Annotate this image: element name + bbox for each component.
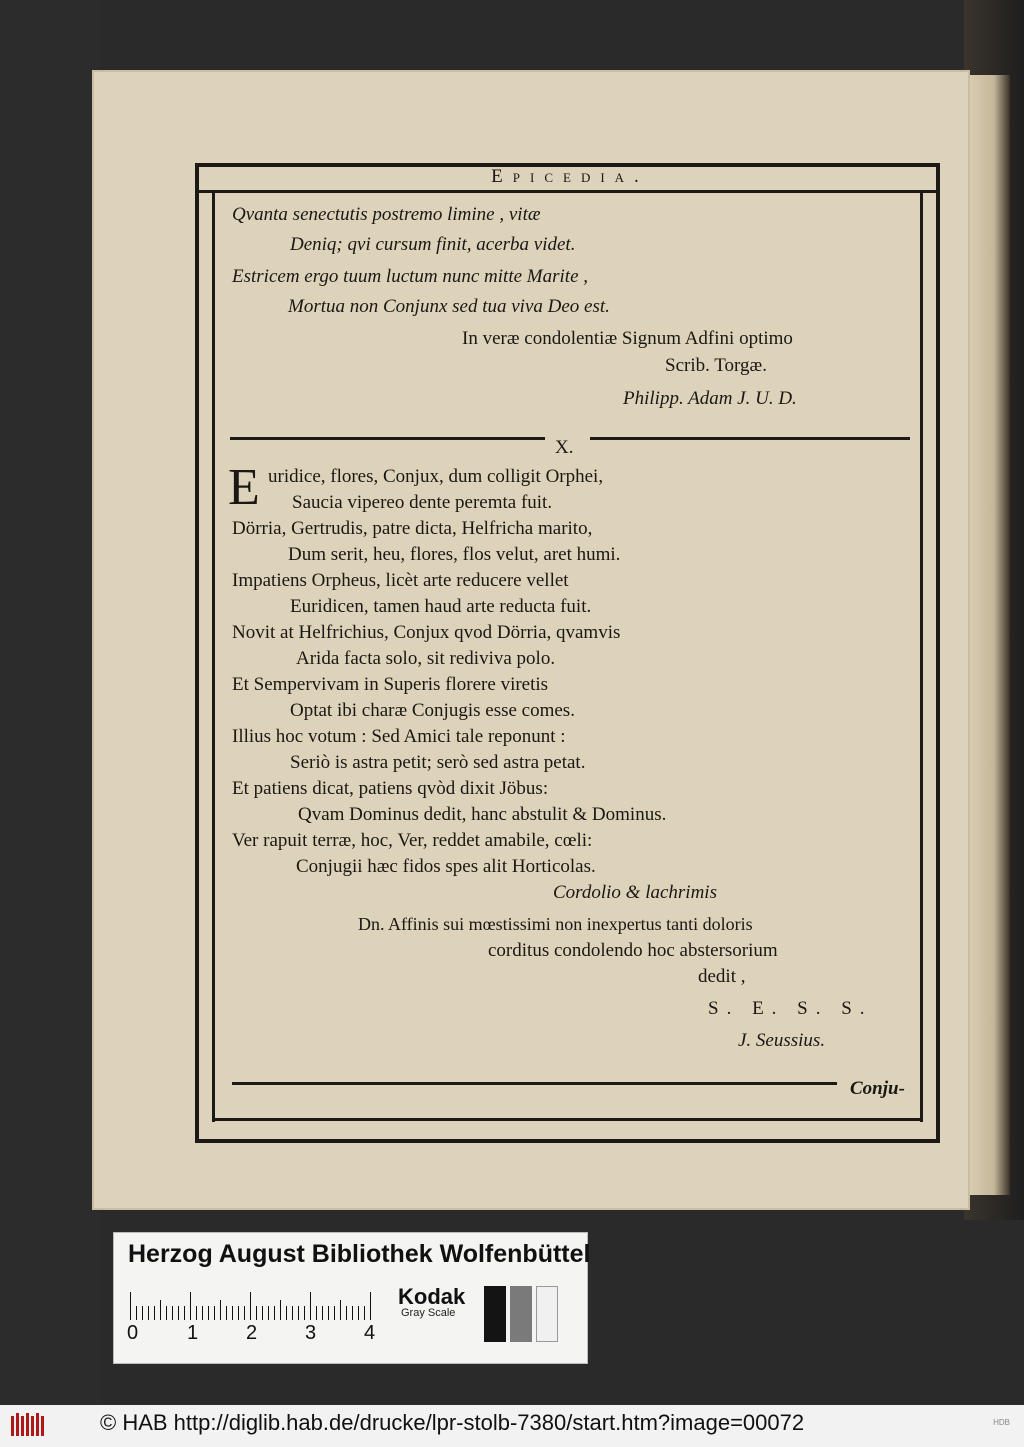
scale-number: 3: [305, 1322, 317, 1344]
ruler-tick: [130, 1292, 131, 1320]
section-rule-left: [230, 437, 545, 440]
poem-line: Deniq; qvi cursum finit, acerba videt.: [290, 234, 576, 255]
ruler-tick: [238, 1306, 239, 1320]
signature: J. Seussius.: [738, 1030, 826, 1051]
ruler-tick: [148, 1306, 149, 1320]
footer-rule: [232, 1082, 837, 1085]
ruler-tick: [244, 1306, 245, 1320]
ruler-tick: [142, 1306, 143, 1320]
gray-swatch-mid: [510, 1286, 532, 1342]
poem-line: Optat ibi charæ Conjugis esse comes.: [290, 700, 575, 721]
scale-number: 2: [246, 1322, 258, 1344]
kodak-logo: Kodak: [398, 1284, 466, 1309]
gray-scale-label: Gray Scale: [401, 1307, 456, 1319]
ruler-tick: [262, 1306, 263, 1320]
ruler-tick: [178, 1306, 179, 1320]
ruler-tick: [214, 1306, 215, 1320]
section-rule-right: [590, 437, 910, 440]
scale-number: 0: [127, 1322, 139, 1344]
ruler-tick: [280, 1300, 281, 1320]
ruler-tick: [304, 1306, 305, 1320]
ruler-tick: [196, 1306, 197, 1320]
footer-mark: HDB: [993, 1418, 1010, 1427]
poem-line: Estricem ergo tuum luctum nunc mitte Marite ,: [232, 266, 589, 287]
poem-line: Seriò is astra petit; serò sed astra petat.: [290, 752, 586, 773]
ruler-tick: [316, 1306, 317, 1320]
initials: S. E. S. S.: [708, 998, 873, 1019]
poem-line: Dörria, Gertrudis, patre dicta, Helfricha marito,: [232, 518, 593, 539]
ruler-tick: [352, 1306, 353, 1320]
ruler-tick: [358, 1306, 359, 1320]
dedication-line: Scrib. Torgæ.: [665, 355, 767, 376]
footer-credit-link[interactable]: © HAB http://diglib.hab.de/drucke/lpr-stolb-7380/start.htm?image=00072: [100, 1410, 805, 1435]
dedication-line: Dn. Affinis sui mœstissimi non inexpertus tanti doloris: [358, 914, 753, 934]
ruler-tick: [364, 1306, 365, 1320]
ruler-tick: [154, 1306, 155, 1320]
poem-line: Qvam Dominus dedit, hanc abstulit & Dominus.: [298, 804, 667, 825]
gray-swatch-white: [536, 1286, 558, 1342]
ruler-tick: [286, 1306, 287, 1320]
ruler-tick: [346, 1306, 347, 1320]
poem-line: Qvanta senectutis postremo limine , vitæ: [232, 204, 541, 225]
ruler-tick: [322, 1306, 323, 1320]
ruler-tick: [160, 1300, 161, 1320]
ruler-tick: [310, 1292, 311, 1320]
running-title: Epicedia.: [491, 166, 649, 187]
ruler-tick: [250, 1292, 251, 1320]
scale-number: 1: [187, 1322, 199, 1344]
drop-cap: E: [228, 459, 260, 516]
ruler-tick: [328, 1306, 329, 1320]
ruler-tick: [298, 1306, 299, 1320]
dedication-line: corditus condolendo hoc abstersorium: [488, 940, 778, 961]
catchword: Conju-: [850, 1078, 905, 1099]
poem-line: Et Sempervivam in Superis florere viretis: [232, 674, 549, 695]
scale-number: 4: [364, 1322, 376, 1344]
ruler-tick: [172, 1306, 173, 1320]
poem-line: Mortua non Conjunx sed tua viva Deo est.: [288, 296, 610, 317]
poem-line: Et patiens dicat, patiens qvòd dixit Jöbus:: [232, 778, 549, 799]
poem-line: Illius hoc votum : Sed Amici tale reponunt :: [232, 726, 566, 747]
ruler-tick: [208, 1306, 209, 1320]
hab-logo-icon: [8, 1410, 48, 1440]
dedication-line: In veræ condolentiæ Signum Adfini optimo: [462, 328, 793, 349]
ruler-tick: [184, 1306, 185, 1320]
bottom-rule: [212, 1118, 923, 1121]
poem-line: uridice, flores, Conjux, dum colligit Orphei,: [268, 466, 604, 487]
ruler-tick: [220, 1300, 221, 1320]
facing-page-edge: [970, 75, 1010, 1195]
ruler-tick: [370, 1292, 371, 1320]
cordolio-line: Cordolio & lachrimis: [553, 882, 717, 903]
poem-line: Arida facta solo, sit rediviva polo.: [296, 648, 556, 669]
scale-ruler: [130, 1292, 375, 1320]
header-rule: [195, 190, 940, 193]
ruler-tick: [226, 1306, 227, 1320]
ruler-tick: [340, 1300, 341, 1320]
book-cover-left: [0, 0, 100, 1447]
ruler-tick: [232, 1306, 233, 1320]
ruler-tick: [166, 1306, 167, 1320]
checker-title: Herzog August Bibliothek Wolfenbüttel: [128, 1240, 591, 1268]
signature: Philipp. Adam J. U. D.: [623, 388, 797, 409]
ruler-tick: [202, 1306, 203, 1320]
poem-line: Ver rapuit terræ, hoc, Ver, reddet amabile, cœli:: [232, 830, 593, 851]
gray-swatch-black: [484, 1286, 506, 1342]
poem-number: X.: [555, 437, 574, 458]
ruler-tick: [136, 1306, 137, 1320]
dedication-line: dedit ,: [698, 966, 746, 987]
poem-line: Conjugii hæc fidos spes alit Horticolas.: [296, 856, 596, 877]
poem-line: Saucia vipereo dente peremta fuit.: [292, 492, 553, 513]
poem-line: Impatiens Orpheus, licèt arte reducere vellet: [232, 570, 569, 591]
poem-line: Novit at Helfrichius, Conjux qvod Dörria, qvamvis: [232, 622, 621, 643]
poem-line: Euridicen, tamen haud arte reducta fuit.: [290, 596, 592, 617]
ruler-tick: [256, 1306, 257, 1320]
ruler-tick: [292, 1306, 293, 1320]
ruler-tick: [334, 1306, 335, 1320]
ruler-tick: [274, 1306, 275, 1320]
poem-line: Dum serit, heu, flores, flos velut, aret humi.: [288, 544, 621, 565]
ruler-tick: [190, 1292, 191, 1320]
ruler-tick: [268, 1306, 269, 1320]
